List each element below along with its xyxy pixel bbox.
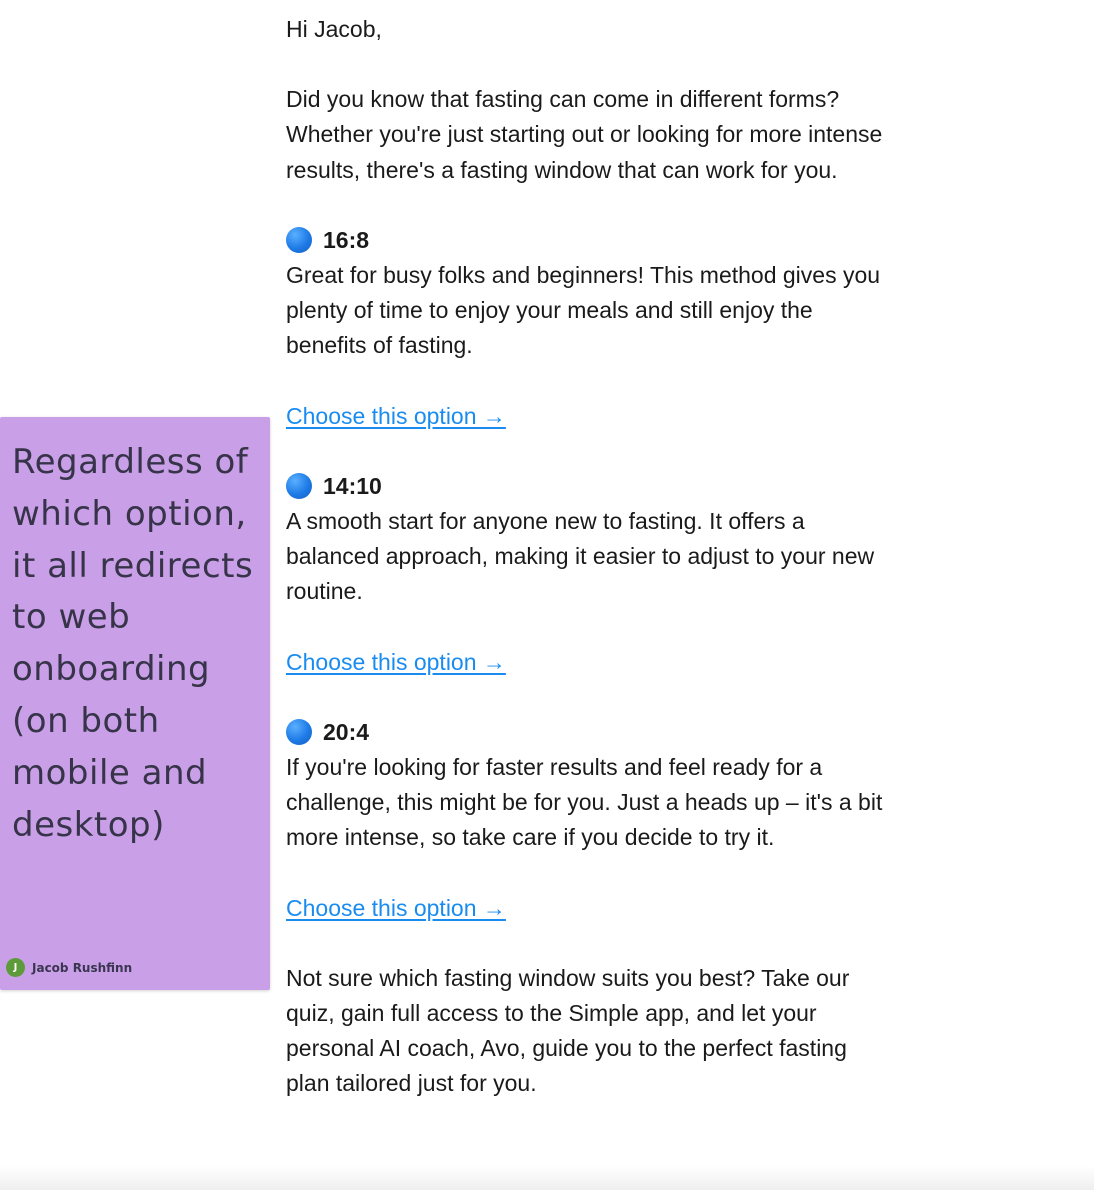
option-16-8 [286,223,886,434]
choose-option-link[interactable]: Choose this option → [286,402,506,429]
option-description: Great for busy folks and beginners! This method gives you plenty of time to enjoy your meals and still enjoy the benefits of fasting. [286,262,881,359]
closing-paragraph: Not sure which fasting window suits you best? Take our quiz, gain full access to the Simple app, and let your personal AI coach, Avo, guide you to the perfect fasting plan tailored just for you. [286,964,850,1097]
sticky-note-author [6,958,132,977]
option-14-10 [286,469,886,680]
option-heading [286,223,886,258]
choose-option-link[interactable]: Choose this option → [286,648,506,675]
greeting: Hi Jacob, [286,16,382,42]
blue-circle-icon [286,719,312,745]
blue-circle-icon [286,473,312,499]
sticky-note[interactable] [0,417,270,990]
sticky-note-text: Regardless of which option, it all redirects to web onboarding (on both mobile and desktop) [12,442,254,845]
option-title: 16:8 [323,226,370,253]
blue-circle-icon [286,227,312,253]
option-title: 14:10 [323,472,382,499]
option-heading [286,715,886,750]
author-name: Jacob Rushfinn [32,960,133,975]
choose-option-link[interactable]: Choose this option → [286,894,506,921]
option-description: A smooth start for anyone new to fasting. It offers a balanced approach, making it easier to adjust to your new routine. [286,508,875,605]
option-title: 20:4 [323,718,370,745]
intro-paragraph: Did you know that fasting can come in different forms? Whether you're just starting out or looking for more intense results, there's a fasting window that can work for you. [286,86,883,183]
option-20-4 [286,715,886,926]
option-description: If you're looking for faster results and feel ready for a challenge, this might be for you. Just a heads up – it's a bit more intense, so take care if you decide to try it. [286,754,883,851]
avatar: J [6,958,25,977]
option-heading [286,469,886,504]
bottom-fade [0,1166,1094,1190]
email-body [286,12,886,1137]
